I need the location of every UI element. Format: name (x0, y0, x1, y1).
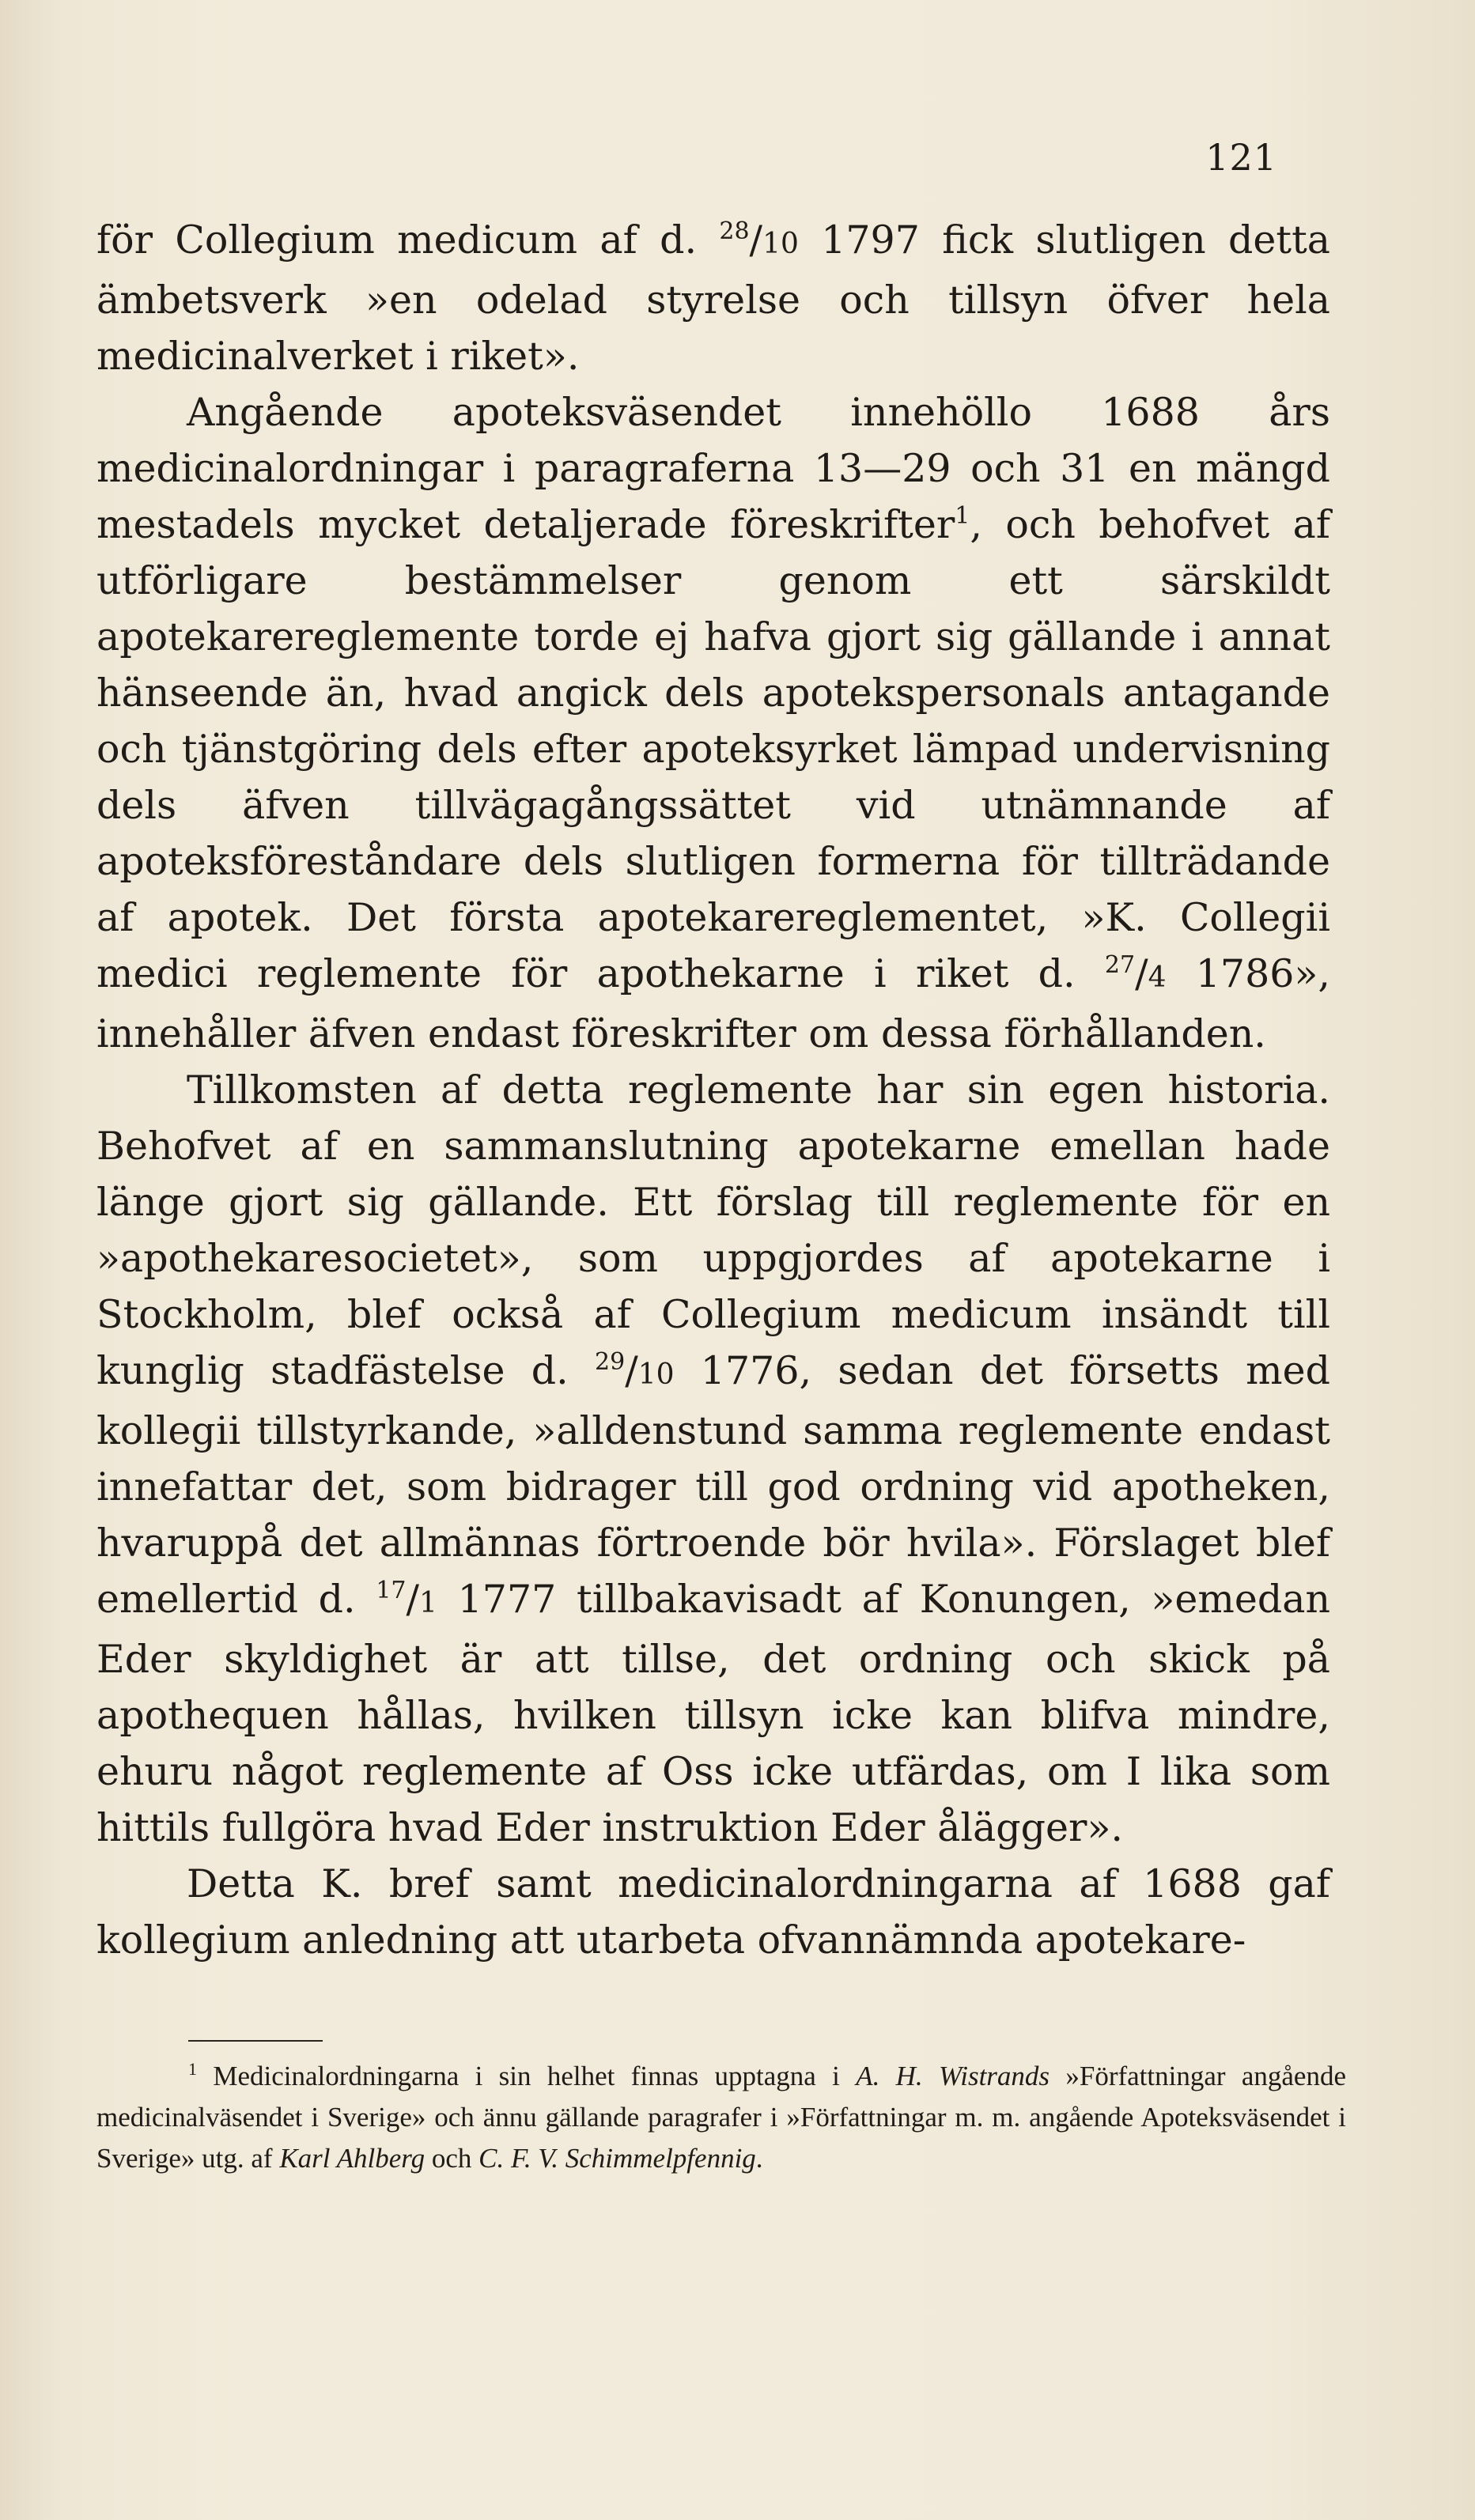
fraction-denominator: 10 (637, 1358, 675, 1391)
superscript-numeral: 28 (719, 217, 750, 245)
footnote-divider (188, 2040, 323, 2042)
text-run: , och behofvet af utförligare bestämmelser genom ett särskildt apotekarereglemente torde ej hafva gjort sig gällande i annat hänseende än, hvad angick dels apotekspersonals antagande och tjänstgöring dels efter apoteksyrket lämpad undervisning dels äfven tillvägagångssättet vid utnämnande af apoteksföreståndare dels slutligen formerna för tillträdande af apotek. Det första apotekarereglementet, »K. Collegii medici reglemente för apothekarne i riket d. (96, 502, 1330, 996)
superscript-numeral: 17 (376, 1577, 407, 1604)
superscript-numeral: 27 (1104, 951, 1136, 979)
paragraph (96, 384, 1330, 1062)
text-run: 1776, sedan det försetts med kollegii tillstyrkande, »alldenstund samma reglemente endast innefattar det, som bidrager till god ordning vid apotheken, hvaruppå det allmännas förtroende bör hvila». Förslaget blef emellertid d. (96, 1348, 1330, 1622)
footnotes (96, 2056, 1346, 2179)
paragraph (96, 1062, 1330, 1856)
fraction-denominator: 4 (1148, 962, 1167, 994)
superscript-numeral: 29 (595, 1348, 626, 1376)
text-run: / (625, 1348, 638, 1393)
text-run: Detta K. bref samt medicinalordningarna af 1688 gaf kollegium anledning att utarbeta ofvannämnda apotekare- (96, 1861, 1330, 1963)
fraction-denominator: 10 (762, 228, 799, 260)
text-run: 1786», innehåller äfven endast föreskrifter om dessa förhållanden. (96, 951, 1330, 1056)
text-run: »Författningar angående medicinalväsendet i Sverige» och ännu gällande paragrafer i »Författningar m. m. angående Apoteksväsendet i Sverige» utg. af (96, 2061, 1346, 2174)
italic-name: C. F. V. Schimmelpfennig (478, 2143, 756, 2174)
text-run: 1777 tillbakavisadt af Konungen, »emedan Eder skyldighet är att tillse, det ordning och skick på apothequen hållas, hvilken tillsyn icke kan blifva mindre, ehuru något reglemente af Oss icke utfärdas, om I lika som hittils fullgöra hvad Eder instruktion Eder ålägger». (96, 1577, 1330, 1850)
superscript-numeral: 1 (955, 502, 970, 530)
text-run: Medicinalordningarna i sin helhet finnas upptagna i (197, 2061, 857, 2091)
text-run: / (749, 217, 763, 263)
superscript-numeral: 1 (188, 2059, 197, 2079)
text-run: Angående apoteksväsendet innehöllo 1688 års medicinalordningar i paragraferna 13—29 och 31 en mängd mestadels mycket detaljerade föreskrifter (96, 390, 1330, 547)
paragraph (96, 212, 1330, 384)
italic-name: Karl Ahlberg (279, 2143, 425, 2174)
italic-name: A. H. Wistrands (856, 2061, 1050, 2091)
body-text (96, 212, 1330, 1968)
text-run: 1797 fick slutligen detta ämbetsverk »en odelad styrelse och tillsyn öfver hela medicinalverket i riket». (96, 217, 1330, 379)
footnote (96, 2056, 1346, 2179)
text-run: / (1135, 951, 1148, 996)
text-run: för Collegium medicum af d. (96, 217, 720, 263)
text-run: / (406, 1577, 420, 1622)
text-run: Tillkomsten af detta reglemente har sin egen historia. Behofvet af en sammanslutning apotekarne emellan hade länge gjort sig gällande. Ett förslag till reglemente för en »apothekaresocietet», som uppgjordes af apotekarne i Stockholm, blef också af Collegium medicum insändt till kunglig stadfästelse d. (96, 1067, 1330, 1393)
fraction-denominator: 1 (419, 1587, 437, 1619)
paragraph (96, 1856, 1330, 1968)
text-run: . (755, 2143, 763, 2174)
page-number: 121 (1205, 136, 1277, 179)
text-run: och (425, 2143, 479, 2174)
